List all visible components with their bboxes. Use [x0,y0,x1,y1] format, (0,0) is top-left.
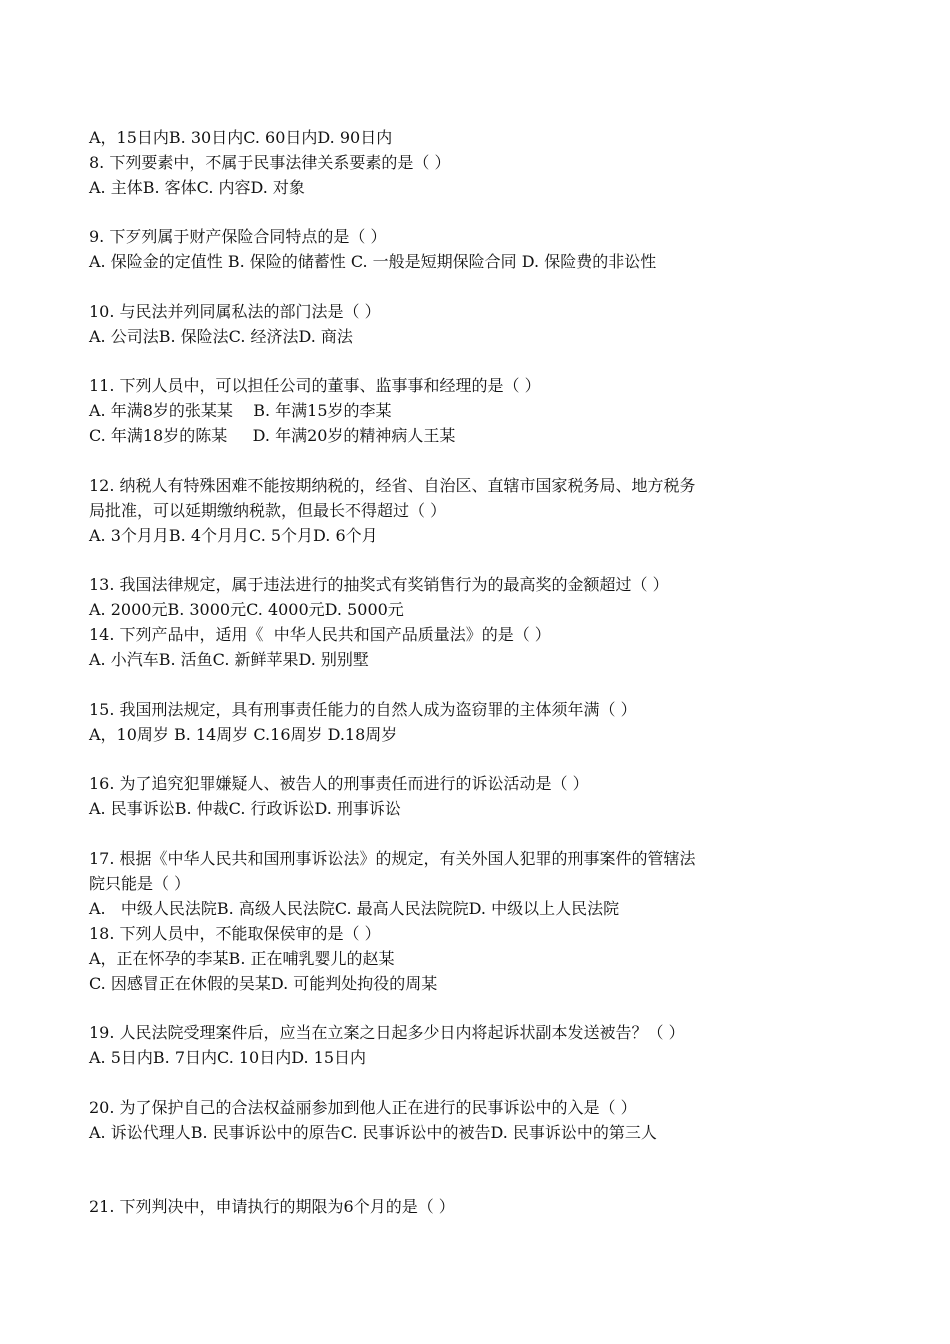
question-12: 12. 纳税人有特殊困难不能按期纳税的，经省、自治区、直辖市国家税务局、地方税务 [89,476,696,495]
option-line-q12: A. 3个月月B. 4个月月C. 5个月D. 6个月 [89,526,378,545]
question-17-cont: 院只能是（ ） [89,874,191,893]
question-12-cont: 局批准，可以延期缴纳税款，但最长不得超过（ ） [89,501,447,520]
option-line-q16: A. 民事诉讼B. 仲裁C. 行政诉讼D. 刑事诉讼 [89,799,401,818]
question-15: 15. 我国刑法规定，具有刑事责任能力的自然人成为盗窃罪的主体须年满（ ） [89,700,637,719]
option-line-q19: A. 5日内B. 7日内C. 10日内D. 15日内 [89,1048,367,1067]
option-line-q9: A. 保险金的定值性 B. 保险的储蓄性 C. 一般是短期保险合同 D. 保险费的非讼性 [89,252,657,271]
question-14: 14. 下列产品中，适用《 中华人民共和国产品质量法》的是（ ） [89,625,551,644]
question-13: 13. 我国法律规定，属于违法进行的抽奖式有奖销售行为的最高奖的金额超过（ ） [89,575,669,594]
option-line-q18-a: A，正在怀孕的李某B. 正在哺乳婴儿的赵某 [89,949,395,968]
question-16: 16. 为了追究犯罪嫌疑人、被告人的刑事责任而进行的诉讼活动是（ ） [89,774,589,793]
question-19: 19. 人民法院受理案件后，应当在立案之日起多少日内将起诉状副本发送被告？（ ） [89,1023,685,1042]
option-line-q8: A. 主体B. 客体C. 内容D. 对象 [89,178,305,197]
question-17: 17. 根据《中华人民共和国刑事诉讼法》的规定，有关外国人犯罪的刑事案件的管辖法 [89,849,696,868]
question-20: 20. 为了保护自己的合法权益丽参加到他人正在进行的民事诉讼中的入是（ ） [89,1098,637,1117]
option-line-q13: A. 2000元B. 3000元C. 4000元D. 5000元 [89,600,404,619]
question-9: 9. 下歹列属于财产保险合同特点的是（ ） [89,227,387,246]
option-line-q11-c: C. 年满18岁的陈某 D. 年满20岁的精神病人王某 [89,426,456,445]
option-line-q10: A. 公司法B. 保险法C. 经济法D. 商法 [89,327,353,346]
option-line-q7: A，15日内B. 30日内C. 60日内D. 90日内 [89,128,393,147]
question-18: 18. 下列人员中，不能取保侯审的是（ ） [89,924,381,943]
option-line-q11-a: A. 年满8岁的张某某 B. 年满15岁的李某 [89,401,392,420]
option-line-q20: A. 诉讼代理人B. 民事诉讼中的原告C. 民事诉讼中的被告D. 民事诉讼中的第三人 [89,1123,657,1142]
question-8: 8. 下列要素中，不属于民事法律关系要素的是（ ） [89,153,451,172]
option-line-q14: A. 小汽车B. 活鱼C. 新鲜苹果D. 别别墅 [89,650,369,669]
option-line-q18-c: C. 因感冒正在休假的吴某D. 可能判处拘役的周某 [89,974,438,993]
question-21: 21. 下列判决中，申请执行的期限为6个月的是（ ） [89,1197,455,1216]
question-10: 10. 与民法并列同属私法的部门法是（ ） [89,302,381,321]
option-line-q17: A. 中级人民法院B. 高级人民法院C. 最高人民法院院D. 中级以上人民法院 [89,899,620,918]
question-11: 11. 下列人员中，可以担任公司的董事、监事事和经理的是（ ） [89,376,541,395]
option-line-q15: A，10周岁 B. 14周岁 C.16周岁 D.18周岁 [89,725,398,744]
